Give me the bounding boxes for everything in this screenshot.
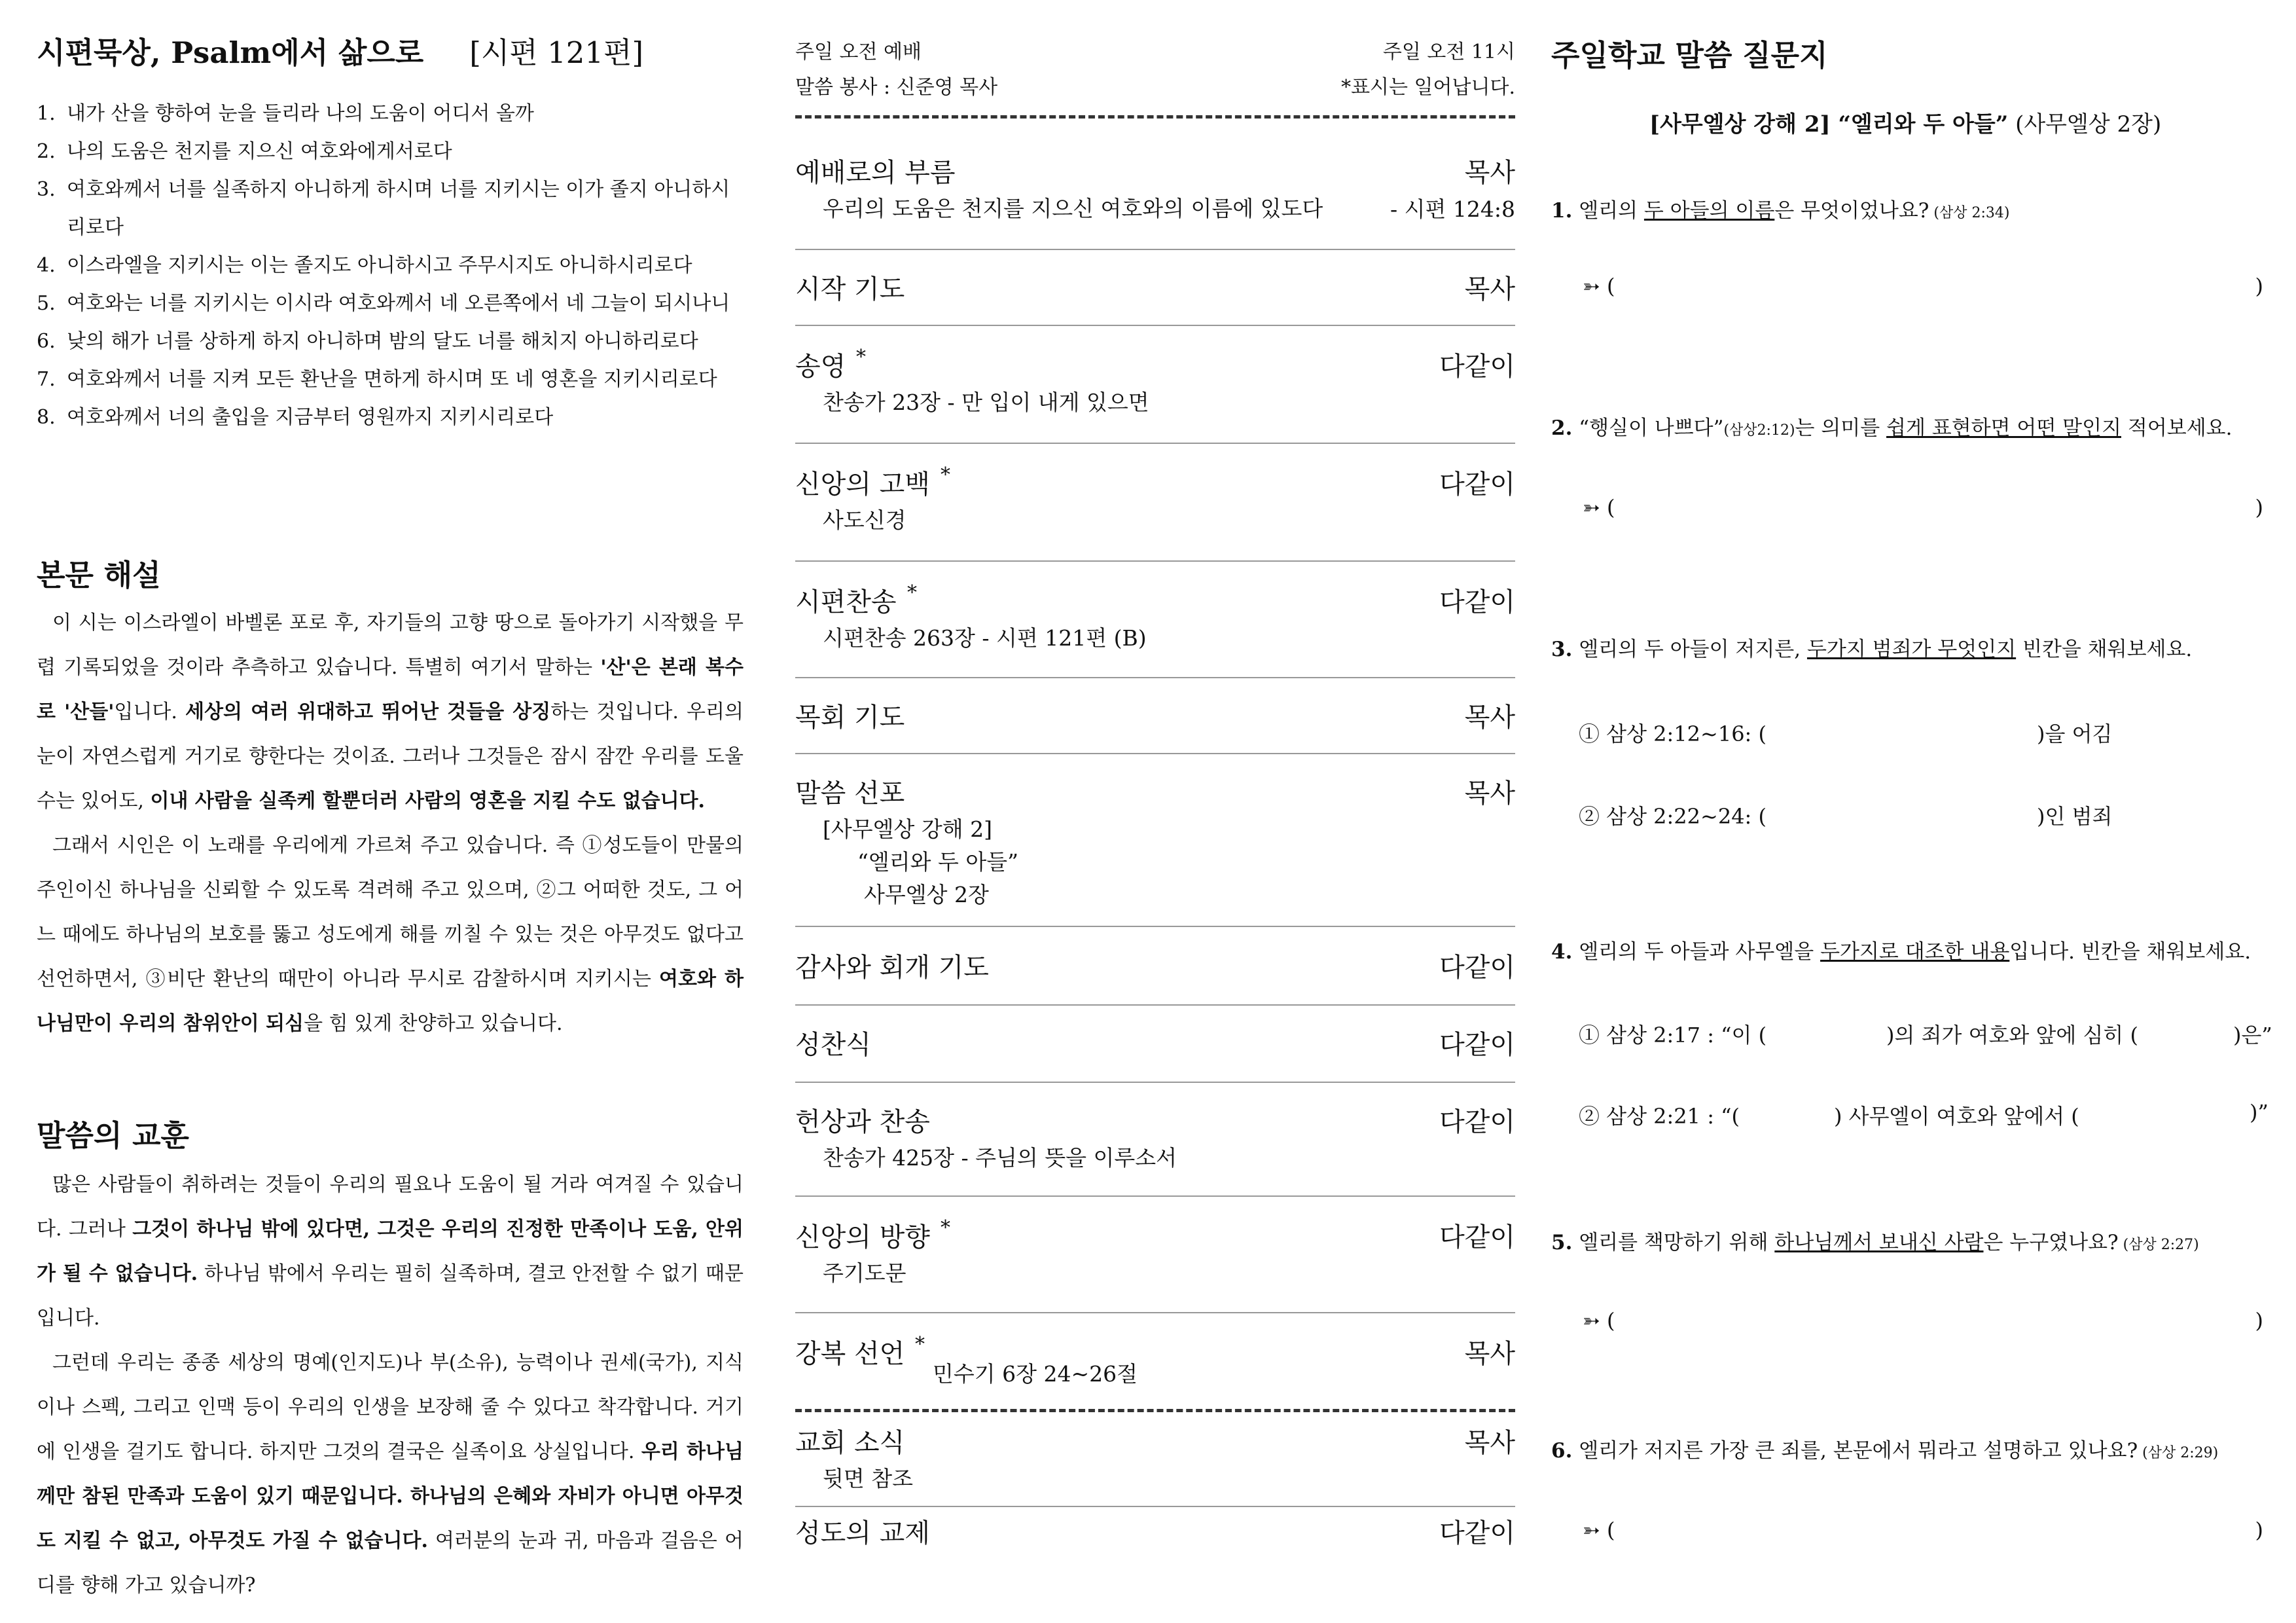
arrow-icon: ➳ ( — [1583, 274, 1615, 299]
question-text: “행실이 나쁘다” — [1572, 416, 1724, 440]
question-reference: (삼상 2:27) — [2118, 1237, 2199, 1253]
item-divider — [795, 325, 1515, 326]
text-run: 여러분의 눈과 귀, 마음과 걸음은 어디를 향해 가고 있습니까? — [37, 1529, 744, 1597]
item-divider — [795, 1506, 1515, 1507]
quiz-subtitle — [1649, 106, 2161, 138]
item-divider — [795, 560, 1515, 562]
text-run: 입니다. — [114, 701, 186, 723]
verse-item — [37, 247, 744, 285]
question-text: 엘리의 — [1572, 199, 1644, 223]
standing-mark: * — [856, 346, 866, 369]
item-detail: 찬송가 23장 - 만 입이 내게 있으면 — [823, 390, 1149, 415]
lesson-body — [37, 1163, 744, 1608]
item-name: 신앙의 방향 — [795, 1222, 930, 1252]
text-run: 그래서 시인은 이 노래를 우리에게 가르쳐 주고 있습니다. 즉 ①성도들이 만물의 주인이신 하나님을 신뢰할 수 있도록 격려해 주고 있으며, ②그 어떠한 것도, 그 어느 때에도 하나님의 보호를 뚫고 성도에게 해를 끼칠 수 있는 것은 아무것도 없다고 선언하면서, ③비단 환난의 때만이 아니라 무시로 감찰하시며 지키시는 — [37, 834, 744, 991]
question-6 — [1551, 1434, 2265, 1463]
question-1 — [1551, 194, 2265, 223]
question-text: 빈칸을 채워보세요. — [2016, 638, 2193, 661]
item-name: 교회 소식 — [795, 1428, 905, 1458]
paragraph — [37, 824, 744, 1046]
item-name: 강복 선언 — [795, 1339, 905, 1369]
item-detail: 뒷면 참조 — [823, 1466, 914, 1491]
question-text: 적어보세요. — [2121, 416, 2233, 440]
verse-list — [37, 95, 744, 437]
item-leader: 목사 — [1464, 274, 1515, 304]
item-name: 목회 기도 — [795, 702, 905, 733]
question-2 — [1551, 411, 2265, 441]
quiz-subtitle-rest: (사무엘상 2장) — [2008, 111, 2162, 137]
item-divider — [795, 926, 1515, 927]
fill-label: ② 삼상 2:21 : “( — [1579, 1104, 1740, 1129]
item-divider — [795, 249, 1515, 250]
answer-line-2[interactable] — [1583, 495, 2263, 520]
worship-order-column — [795, 0, 1515, 1623]
lesson-heading: 말씀의 교훈 — [37, 1118, 190, 1153]
fill-middle: )의 죄가 여호와 앞에 심히 ( — [1886, 1023, 2138, 1048]
item-leader: 목사 — [1464, 1428, 1515, 1458]
verse-text: 여호와께서 너를 지켜 모든 환난을 면하게 하시며 또 네 영혼을 지키시리로다 — [67, 368, 717, 391]
verse-number: 4. — [37, 254, 56, 277]
verse-item — [37, 399, 744, 437]
fill-label: ② 삼상 2:22~24: ( — [1579, 804, 1767, 829]
item-name: 신앙의 고백 — [795, 469, 930, 500]
verse-item — [37, 285, 744, 323]
fill-end: )인 범죄 — [2037, 804, 2113, 829]
question-reference: (삼상 2:34) — [1929, 205, 2010, 221]
item-leader: 다같이 — [1439, 1030, 1515, 1060]
answer-line-6[interactable] — [1583, 1518, 2263, 1542]
text-run: 하나님 밖에서 우리는 필히 실족하며, 결코 안전할 수 없기 때문입니다. — [37, 1262, 744, 1330]
verse-text: 내가 산을 향하여 눈을 들리라 나의 도움이 어디서 올까 — [67, 102, 534, 125]
verse-item — [37, 361, 744, 399]
verse-text: 여호와께서 너를 실족하지 아니하게 하시며 너를 지키시는 이가 졸지 아니하시리로다 — [67, 178, 730, 239]
standing-mark: * — [907, 581, 917, 604]
bold-text: '산'은 본래 복수로 '산들' — [37, 656, 744, 723]
verse-text: 여호와는 너를 지키시는 이시라 여호와께서 네 오른쪽에서 네 그늘이 되시나니 — [67, 292, 730, 315]
item-detail: 주기도문 — [823, 1260, 906, 1286]
question-text: 엘리의 두 아들이 저지른, — [1572, 638, 1807, 661]
verse-text: 이스라엘을 지키시는 이는 졸지도 아니하시고 주무시지도 아니하시리로다 — [67, 254, 692, 277]
text-run: 이 시는 이스라엘이 바벨론 포로 후, 자기들의 고향 땅으로 돌아가기 시작했을 무렵 기록되었을 것이라 추측하고 있습니다. 특별히 여기서 말하는 — [37, 611, 744, 679]
question-number: 5. — [1551, 1231, 1573, 1254]
item-name: 시편찬송 — [795, 587, 897, 617]
sunday-school-quiz-column — [1551, 0, 2272, 1623]
verse-number: 7. — [37, 368, 56, 391]
arrow-icon: ➳ ( — [1583, 495, 1615, 520]
item-detail: 사도신경 — [823, 507, 906, 533]
verse-text: 여호와께서 너의 출입을 지금부터 영원까지 지키시리로다 — [67, 406, 554, 429]
verse-number: 8. — [37, 406, 56, 429]
fill-end: )은” — [2233, 1023, 2272, 1048]
standing-mark: * — [941, 1216, 950, 1239]
item-leader: 다같이 — [1439, 1518, 1515, 1548]
fill-label: ① 삼상 2:12~16: ( — [1579, 721, 1767, 746]
item-divider — [795, 677, 1515, 678]
fill-end: )” — [2250, 1100, 2269, 1125]
item-name: 헌상과 찬송 — [795, 1107, 930, 1137]
verse-text: 나의 도움은 천지를 지으신 여호와에게서로다 — [67, 140, 452, 163]
item-detail: 우리의 도움은 천지를 지으신 여호와의 이름에 있도다 — [823, 196, 1323, 221]
arrow-icon: ➳ ( — [1583, 1518, 1615, 1542]
verse-number: 2. — [37, 140, 56, 163]
item-detail: “엘리와 두 아들” — [857, 849, 1018, 875]
item-leader: 목사 — [1464, 702, 1515, 733]
item-leader: 다같이 — [1439, 469, 1515, 500]
item-divider — [795, 1082, 1515, 1083]
item-leader: 다같이 — [1439, 1107, 1515, 1137]
service-header-row1 — [795, 35, 1515, 64]
item-leader: 다같이 — [1439, 1222, 1515, 1252]
verse-number: 1. — [37, 102, 56, 125]
question-number: 6. — [1551, 1439, 1573, 1463]
item-name: 말씀 선포 — [795, 778, 905, 809]
answer-close: ) — [2255, 274, 2263, 299]
question-text: 은 무엇이었나요? — [1774, 199, 1929, 223]
answer-line-1[interactable] — [1583, 274, 2263, 299]
verse-number: 6. — [37, 330, 56, 353]
service-header-row2 — [795, 71, 1515, 100]
question-text: 입니다. 빈칸을 채워보세요. — [2009, 940, 2251, 964]
psalm-title-text: 시편묵상, Psalm에서 삶으로 — [37, 35, 424, 70]
fill-end: )을 어김 — [2037, 721, 2113, 746]
question-reference: (삼상 2:29) — [2138, 1445, 2219, 1461]
item-detail: [사무엘상 강해 2] — [823, 816, 992, 842]
verse-item — [37, 323, 744, 361]
question-reference: (삼상2:12) — [1723, 422, 1795, 439]
standing-mark: * — [915, 1333, 925, 1356]
question-underlined: 두 아들의 이름 — [1643, 199, 1775, 223]
question-number: 2. — [1551, 416, 1573, 440]
fill-blank-4-2[interactable] — [1579, 1100, 2269, 1130]
verse-item — [37, 133, 744, 171]
text-run: 을 힘 있게 찬양하고 있습니다. — [304, 1012, 563, 1035]
item-detail: 사무엘상 2장 — [864, 882, 989, 907]
fill-blank-3-1[interactable] — [1579, 718, 2266, 748]
question-3 — [1551, 632, 2265, 662]
item-leader: 목사 — [1464, 1339, 1515, 1369]
item-divider — [795, 1312, 1515, 1313]
item-leader: 다같이 — [1439, 352, 1515, 382]
bold-text: 이내 사람을 실족케 할뿐더러 사람의 영혼을 지킬 수도 없습니다. — [150, 790, 705, 812]
psalm-meditation-column — [37, 0, 744, 1623]
fill-blank-3-2[interactable] — [1579, 800, 2266, 830]
item-leader: 다같이 — [1439, 587, 1515, 617]
text-run: 많은 사람들이 취하려는 것들이 우리의 필요나 도움이 될 거라 여겨질 수 있습니다. 그러나 — [37, 1173, 744, 1241]
bold-text: 그것이 하나님 밖에 있다면, 그것은 우리의 진정한 만족이나 도움, 안위가 될 수 없습니다. — [37, 1218, 744, 1285]
standing-mark: * — [941, 464, 950, 486]
item-leader: 목사 — [1464, 778, 1515, 809]
verse-number: 3. — [37, 178, 56, 201]
service-time: 주일 오전 11시 — [1382, 41, 1515, 64]
question-underlined: 쉽게 표현하면 어떤 말인지 — [1886, 416, 2122, 440]
item-name: 성찬식 — [795, 1030, 871, 1060]
arrow-icon: ➳ ( — [1583, 1308, 1615, 1333]
quiz-title: 주일학교 말씀 질문지 — [1551, 38, 1828, 73]
question-underlined: 하나님께서 보내신 사람 — [1774, 1231, 1984, 1254]
text-run: 그런데 우리는 종종 세상의 명예(인지도)나 부(소유), 능력이나 권세(국가), 지식이나 스펙, 그리고 인맥 등이 우리의 인생을 보장해 줄 수 있다고 착각합니다. 거기에 인생을 걸기도 합니다. 하지만 그것의 결국은 실족이요 상실입니다. — [37, 1351, 744, 1463]
answer-line-5[interactable] — [1583, 1308, 2263, 1333]
verse-text: 낮의 해가 너를 상하게 하지 아니하며 밤의 달도 너를 해치지 아니하리로다 — [67, 330, 698, 353]
fill-middle: ) 사무엘이 여호와 앞에서 ( — [1834, 1104, 2079, 1129]
preacher: 말씀 봉사 : 신준영 목사 — [795, 76, 998, 99]
question-number: 1. — [1551, 199, 1573, 223]
paragraph — [37, 1341, 744, 1608]
bold-text: 우리 하나님께만 참된 만족과 도움이 있기 때문입니다. 하나님의 은혜와 자비가 아니면 아무것도 지킬 수 없고, 아무것도 가질 수 없습니다. — [37, 1440, 744, 1552]
commentary-heading: 본문 해설 — [37, 558, 161, 593]
item-detail: 민수기 6장 24~26절 — [933, 1361, 1138, 1387]
item-divider — [795, 1004, 1515, 1006]
answer-close: ) — [2255, 1308, 2263, 1333]
item-divider — [795, 753, 1515, 754]
item-name: 시작 기도 — [795, 274, 905, 304]
verse-item — [37, 95, 744, 133]
verse-number: 5. — [37, 292, 56, 315]
question-text: 엘리를 책망하기 위해 — [1572, 1231, 1775, 1254]
question-text: 은 누구였나요? — [1983, 1231, 2119, 1254]
question-number: 4. — [1551, 940, 1573, 964]
question-text: 엘리의 두 아들과 사무엘을 — [1572, 940, 1821, 964]
bold-text: 세상의 여러 위대하고 뛰어난 것들을 상징 — [185, 701, 551, 723]
commentary-body — [37, 601, 744, 1046]
question-text: 는 의미를 — [1795, 416, 1887, 440]
item-detail: 찬송가 425장 - 주님의 뜻을 이루소서 — [823, 1145, 1177, 1171]
service-name: 주일 오전 예배 — [795, 41, 922, 64]
fill-blank-4-1[interactable] — [1579, 1019, 2272, 1049]
item-name: 송영 — [795, 352, 846, 382]
answer-close: ) — [2255, 495, 2263, 520]
item-leader: 다같이 — [1439, 953, 1515, 983]
item-detail: 시편찬송 263장 - 시편 121편 (B) — [823, 625, 1147, 651]
paragraph — [37, 1163, 744, 1341]
verse-item — [37, 171, 744, 247]
question-5 — [1551, 1226, 2265, 1255]
item-divider — [795, 1195, 1515, 1197]
bold-text: 여호와 하나님만이 우리의 참위안이 되심 — [37, 968, 744, 1035]
question-text: 엘리가 저지른 가장 큰 죄를, 본문에서 뭐라고 설명하고 있나요? — [1572, 1439, 2138, 1463]
item-name: 성도의 교제 — [795, 1518, 930, 1548]
psalm-title — [37, 29, 643, 71]
item-divider — [795, 443, 1515, 444]
item-name: 예배로의 부름 — [795, 158, 956, 188]
standing-note: *표시는 일어납니다. — [1341, 76, 1515, 99]
header-dashed-divider — [795, 115, 1515, 119]
item-name: 감사와 회개 기도 — [795, 953, 989, 983]
fill-label: ① 삼상 2:17 : “이 ( — [1579, 1023, 1767, 1048]
psalm-reference: [시편 121편] — [469, 35, 643, 70]
item-detail-ref: - 시편 124:8 — [1390, 196, 1515, 222]
question-number: 3. — [1551, 638, 1573, 661]
quiz-subtitle-bold: [사무엘상 강해 2] “엘리와 두 아들” — [1649, 111, 2009, 137]
question-underlined: 두가지로 대조한 내용 — [1820, 940, 2010, 964]
paragraph — [37, 601, 744, 824]
item-leader: 목사 — [1464, 158, 1515, 188]
question-4 — [1551, 935, 2265, 964]
text-run: 하는 것입니다. 우리의 눈이 자연스럽게 거기로 향한다는 것이죠. 그러나 그것들은 잠시 잠깐 우리를 도울 수는 있어도, — [37, 701, 744, 812]
question-underlined: 두가지 범죄가 무엇인지 — [1806, 638, 2017, 661]
answer-close: ) — [2255, 1518, 2263, 1542]
footer-dashed-divider — [795, 1409, 1515, 1412]
